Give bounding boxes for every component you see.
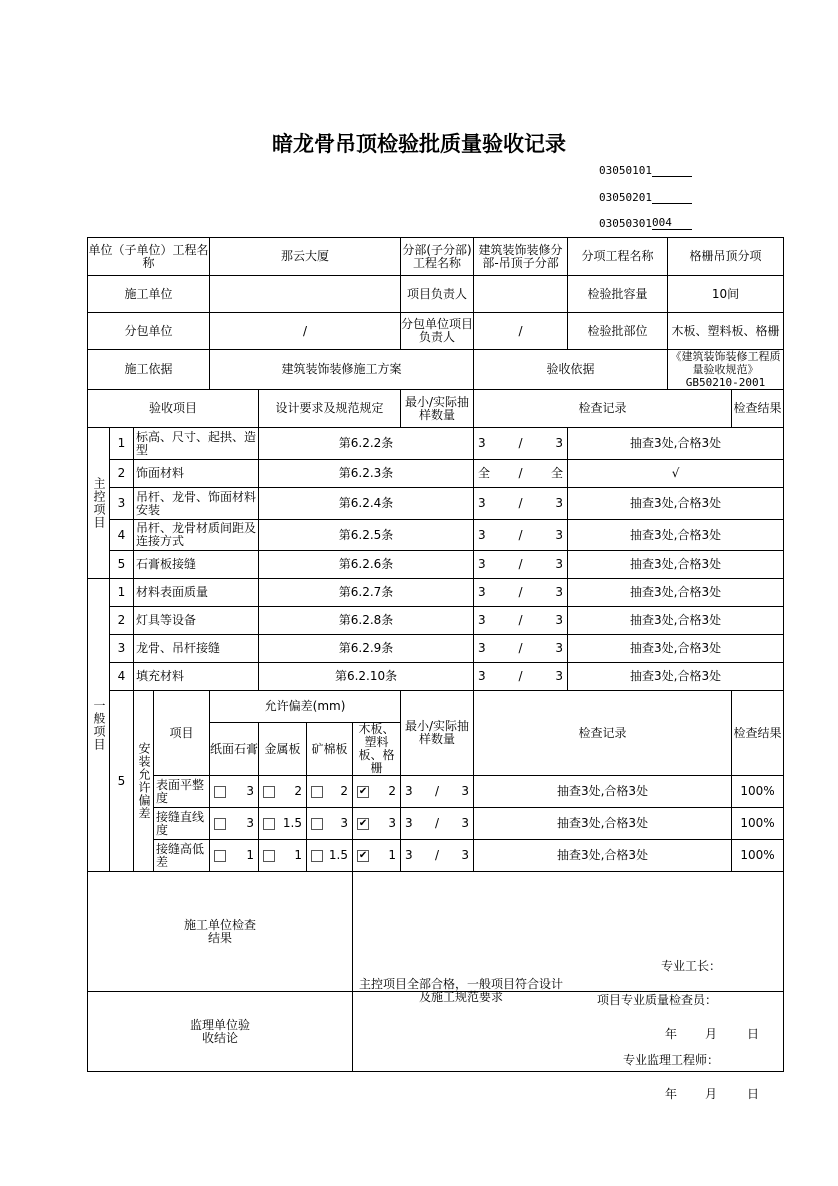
sub-pm-value[interactable]: / bbox=[474, 313, 568, 350]
deviation-sample-label: 最小/实际抽样数量 bbox=[401, 691, 474, 776]
item-name: 灯具等设备 bbox=[134, 607, 259, 635]
checkbox-icon[interactable] bbox=[214, 850, 226, 862]
deviation-result-label: 检查结果 bbox=[732, 691, 784, 776]
general-row bbox=[88, 663, 784, 691]
checkbox-icon[interactable] bbox=[311, 850, 323, 862]
item-clause: 第6.2.6条 bbox=[259, 551, 474, 579]
item-no: 4 bbox=[110, 663, 134, 691]
item-clause: 第6.2.8条 bbox=[259, 607, 474, 635]
item-clause: 第6.2.5条 bbox=[259, 520, 474, 551]
inspection-content[interactable] bbox=[353, 872, 784, 1041]
supervision-content[interactable] bbox=[353, 992, 784, 1101]
main-row bbox=[88, 460, 784, 488]
checkbox-icon[interactable] bbox=[263, 786, 275, 798]
deviation-cell[interactable]: 2 bbox=[307, 776, 353, 808]
part-value[interactable]: 木板、塑料板、格栅 bbox=[668, 313, 784, 350]
item-no: 1 bbox=[110, 428, 134, 460]
item-result[interactable]: 100% bbox=[732, 840, 784, 872]
header-row-contractor bbox=[88, 276, 784, 313]
code-suffix[interactable] bbox=[652, 190, 692, 204]
col-record: 检查记录 bbox=[474, 390, 732, 428]
item-record[interactable]: 抽查3处,合格3处 bbox=[568, 579, 784, 607]
item-name: 吊杆、龙骨材质间距及连接方式 bbox=[134, 520, 259, 551]
subitem-label: 分项工程名称 bbox=[568, 238, 668, 276]
general-group-label: 一般项目 bbox=[88, 579, 110, 872]
checkbox-icon[interactable]: ✔ bbox=[358, 849, 368, 861]
col-result: 检查结果 bbox=[732, 390, 784, 428]
supervision-date-month: 月 bbox=[705, 1086, 718, 1101]
checkbox-icon[interactable]: ✔ bbox=[358, 817, 368, 829]
item-no: 3 bbox=[110, 635, 134, 663]
subcontractor-value[interactable]: / bbox=[210, 313, 401, 350]
deviation-cell[interactable]: 1 bbox=[259, 840, 307, 872]
item-sample[interactable]: 3 / 3 bbox=[401, 776, 474, 808]
inspection-conclusion[interactable]: 主控项目全部合格，一般项目符合设计及施工规范要求 bbox=[359, 976, 564, 1004]
unit-label: 单位（子单位）工程名称 bbox=[88, 238, 210, 276]
main-row bbox=[88, 551, 784, 579]
page-title: 暗龙骨吊顶检验批质量验收记录 bbox=[272, 131, 566, 156]
item-no: 4 bbox=[110, 520, 134, 551]
engineer-label: 专业监理工程师： bbox=[623, 1052, 720, 1067]
item-sample[interactable]: 3 / 3 bbox=[474, 663, 568, 691]
item-sample[interactable]: 3 / 3 bbox=[474, 520, 568, 551]
inspection-date-day: 日 bbox=[747, 1026, 760, 1041]
code-line-2 bbox=[599, 190, 692, 204]
item-record[interactable]: 抽查3处,合格3处 bbox=[568, 520, 784, 551]
general-row bbox=[88, 579, 784, 607]
checkbox-icon[interactable] bbox=[311, 818, 323, 830]
item-record[interactable]: 抽查3处,合格3处 bbox=[474, 776, 732, 808]
item-clause: 第6.2.9条 bbox=[259, 635, 474, 663]
code-line-3 bbox=[599, 216, 692, 230]
sub-pm-label: 分包单位项目负责人 bbox=[401, 313, 474, 350]
item-sample[interactable]: 3 / 3 bbox=[474, 488, 568, 520]
pm-value[interactable] bbox=[474, 276, 568, 313]
inspection-date-month: 月 bbox=[705, 1026, 718, 1041]
contractor-label: 施工单位 bbox=[88, 276, 210, 313]
item-name: 龙骨、吊杆接缝 bbox=[134, 635, 259, 663]
code-line-1 bbox=[599, 163, 692, 177]
general-row bbox=[88, 607, 784, 635]
item-record[interactable]: 抽查3处,合格3处 bbox=[474, 808, 732, 840]
item-clause: 第6.2.3条 bbox=[259, 460, 474, 488]
deviation-cell[interactable]: 2 bbox=[259, 776, 307, 808]
checkbox-icon[interactable] bbox=[214, 786, 226, 798]
deviation-row bbox=[88, 840, 784, 872]
deviation-cell[interactable]: 3 bbox=[307, 808, 353, 840]
item-name: 饰面材料 bbox=[134, 460, 259, 488]
inspection-result-row bbox=[88, 872, 784, 992]
deviation-title: 允许偏差(mm) bbox=[210, 691, 401, 723]
main-row bbox=[88, 520, 784, 551]
deviation-row bbox=[88, 808, 784, 840]
material-mineral-wool: 矿棉板 bbox=[307, 723, 353, 776]
contractor-value[interactable] bbox=[210, 276, 401, 313]
item-clause: 第6.2.7条 bbox=[259, 579, 474, 607]
division-label: 分部(子分部)工程名称 bbox=[401, 238, 474, 276]
deviation-cell[interactable]: 3 bbox=[210, 808, 259, 840]
pm-label: 项目负责人 bbox=[401, 276, 474, 313]
main-row bbox=[88, 488, 784, 520]
item-sample[interactable]: 3 / 3 bbox=[474, 635, 568, 663]
deviation-cell[interactable]: ✔ 3 bbox=[353, 808, 401, 840]
item-sample[interactable]: 3 / 3 bbox=[401, 808, 474, 840]
header-row-basis bbox=[88, 350, 784, 390]
checkbox-icon[interactable] bbox=[263, 818, 275, 830]
header-row-unit bbox=[88, 238, 784, 276]
basis-value[interactable]: 建筑装饰装修施工方案 bbox=[210, 350, 474, 390]
deviation-cell[interactable]: 1.5 bbox=[259, 808, 307, 840]
item-sample[interactable]: 3 / 3 bbox=[474, 607, 568, 635]
item-clause: 第6.2.2条 bbox=[259, 428, 474, 460]
deviation-no: 5 bbox=[110, 691, 134, 872]
inspection-record-table bbox=[87, 237, 784, 1101]
item-result[interactable]: 100% bbox=[732, 808, 784, 840]
checkbox-icon[interactable] bbox=[214, 818, 226, 830]
item-name: 石膏板接缝 bbox=[134, 551, 259, 579]
deviation-group-label: 安装允许偏差 bbox=[134, 691, 154, 872]
col-sample: 最小/实际抽样数量 bbox=[401, 390, 474, 428]
deviation-item-label: 项目 bbox=[154, 691, 210, 776]
deviation-row bbox=[88, 776, 784, 808]
deviation-record-label: 检查记录 bbox=[474, 691, 732, 776]
item-record[interactable]: 抽查3处,合格3处 bbox=[568, 635, 784, 663]
item-record[interactable]: 抽查3处,合格3处 bbox=[568, 607, 784, 635]
item-sample[interactable]: 3 / 3 bbox=[401, 840, 474, 872]
deviation-cell[interactable]: 1.5 bbox=[307, 840, 353, 872]
checkbox-icon[interactable] bbox=[311, 786, 323, 798]
item-clause: 第6.2.10条 bbox=[259, 663, 474, 691]
subitem-value[interactable]: 格栅吊顶分项 bbox=[668, 238, 784, 276]
basis-label: 施工依据 bbox=[88, 350, 210, 390]
header-row-subcontractor bbox=[88, 313, 784, 350]
item-no: 2 bbox=[110, 460, 134, 488]
code-number: 03050201 bbox=[599, 191, 652, 204]
col-design: 设计要求及规范规定 bbox=[259, 390, 401, 428]
code-number: 03050301 bbox=[599, 217, 652, 230]
supervision-label: 监理单位验收结论 bbox=[88, 992, 353, 1072]
item-no: 5 bbox=[110, 551, 134, 579]
deviation-name: 接缝高低差 bbox=[154, 840, 210, 872]
deviation-name: 表面平整度 bbox=[154, 776, 210, 808]
item-record[interactable]: 抽查3处,合格3处 bbox=[568, 551, 784, 579]
supervision-date-day: 日 bbox=[747, 1086, 760, 1101]
column-header-row bbox=[88, 390, 784, 428]
material-wood-plastic-grille: 木板、塑料板、格栅 bbox=[353, 723, 401, 776]
item-sample[interactable]: 3 / 3 bbox=[474, 551, 568, 579]
deviation-cell[interactable]: ✔ 1 bbox=[353, 840, 401, 872]
main-row bbox=[88, 428, 784, 460]
main-group-label: 主控项目 bbox=[88, 428, 110, 579]
item-name: 标高、尺寸、起拱、造型 bbox=[134, 428, 259, 460]
division-value[interactable]: 建筑装饰装修分部-吊顶子分部 bbox=[474, 238, 568, 276]
item-no: 1 bbox=[110, 579, 134, 607]
foreman-label: 专业工长： bbox=[661, 958, 722, 973]
supervision-date-year: 年 bbox=[665, 1086, 678, 1101]
item-record[interactable]: 抽查3处,合格3处 bbox=[568, 663, 784, 691]
item-name: 填充材料 bbox=[134, 663, 259, 691]
item-result[interactable]: 100% bbox=[732, 776, 784, 808]
item-sample[interactable]: 3 / 3 bbox=[474, 428, 568, 460]
item-sample[interactable]: 3 / 3 bbox=[474, 579, 568, 607]
capacity-label: 检验批容量 bbox=[568, 276, 668, 313]
checkbox-icon[interactable]: ✔ bbox=[358, 785, 368, 797]
item-record[interactable]: √ bbox=[568, 460, 784, 488]
item-name: 吊杆、龙骨、饰面材料安装 bbox=[134, 488, 259, 520]
code-suffix[interactable] bbox=[652, 163, 692, 177]
checkbox-icon[interactable] bbox=[263, 850, 275, 862]
inspection-date-year: 年 bbox=[665, 1026, 678, 1041]
item-record[interactable]: 抽查3处,合格3处 bbox=[568, 488, 784, 520]
code-number: 03050101 bbox=[599, 164, 652, 177]
item-sample[interactable]: 全 / 全 bbox=[474, 460, 568, 488]
qc-label: 项目专业质量检查员： bbox=[597, 992, 718, 1007]
acceptance-basis-value[interactable]: 《建筑装饰装修工程质量验收规范》GB50210-2001 bbox=[668, 350, 784, 390]
item-record[interactable]: 抽查3处,合格3处 bbox=[474, 840, 732, 872]
material-gypsum: 纸面石膏 bbox=[210, 723, 259, 776]
code-suffix[interactable]: 004 bbox=[652, 216, 692, 230]
general-row bbox=[88, 635, 784, 663]
material-metal: 金属板 bbox=[259, 723, 307, 776]
deviation-header-row bbox=[88, 691, 784, 723]
item-name: 材料表面质量 bbox=[134, 579, 259, 607]
item-clause: 第6.2.4条 bbox=[259, 488, 474, 520]
subcontractor-label: 分包单位 bbox=[88, 313, 210, 350]
deviation-cell[interactable]: 1 bbox=[210, 840, 259, 872]
deviation-cell[interactable]: 3 bbox=[210, 776, 259, 808]
unit-value[interactable]: 那云大厦 bbox=[210, 238, 401, 276]
inspection-label: 施工单位检查结果 bbox=[88, 872, 353, 992]
deviation-name: 接缝直线度 bbox=[154, 808, 210, 840]
deviation-cell[interactable]: ✔ 2 bbox=[353, 776, 401, 808]
acceptance-basis-label: 验收依据 bbox=[474, 350, 668, 390]
item-no: 2 bbox=[110, 607, 134, 635]
part-label: 检验批部位 bbox=[568, 313, 668, 350]
item-record[interactable]: 抽查3处,合格3处 bbox=[568, 428, 784, 460]
item-no: 3 bbox=[110, 488, 134, 520]
col-item: 验收项目 bbox=[88, 390, 259, 428]
capacity-value[interactable]: 10间 bbox=[668, 276, 784, 313]
